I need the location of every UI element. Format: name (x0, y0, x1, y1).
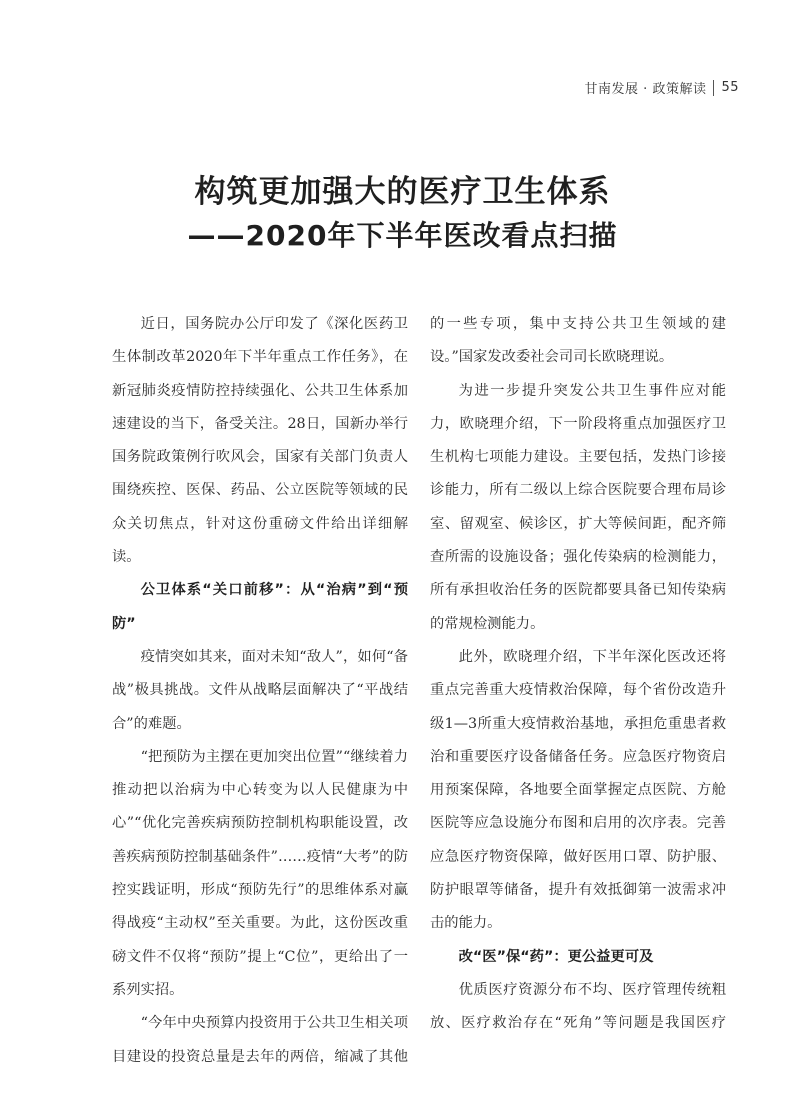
paragraph: 为进一步提升突发公共卫生事件应对能力，欧晓理介绍，下一阶段将重点加强医疗卫生机构七项能力建设。主要包括，发热门诊接诊能力，所有二级以上综合医院要合理布局诊室、留观室、候诊区，扩大等候间距，配齐筛查所需的设施设备；强化传染病的检测能力，所有承担收治任务的医院都要具备已知传染病的常规检测能力。 (430, 382, 726, 632)
paragraph: 近日，国务院办公厅印发了《深化医药卫生体制改革2020年下半年重点工作任务》，在新冠肺炎疫情防控持续强化、公共卫生体系加速建设的当下，备受关注。28日，国新办举行国务院政策例行吹风会，国家有关部门负责人围绕疾控、医保、药品、公立医院等领域的民众关切焦点，针对这份重磅文件给出详细解读。 (112, 316, 408, 566)
paragraph: 优质医疗资源分布不均、医疗管理传统粗放、医疗救治存在“死角”等问题是我国医疗 (430, 981, 726, 1032)
paragraph: 的一些专项，集中支持公共卫生领域的建设。”国家发改委社会司司长欧晓理说。 (430, 316, 726, 366)
paragraph: 疫情突如其来，面对未知“敌人”，如何“备战”极具挑战。文件从战略层面解决了“平战结合”的难题。 (112, 648, 408, 732)
paragraph: 此外，欧晓理介绍，下半年深化医改还将重点完善重大疫情救治保障，每个省份改造升级1—3所重大疫情救治基地，承担危重患者救治和重要医疗设备储备任务。应急医疗物资启用预案保障，各地要全面掌握定点医院、方舱医院等应急设施分布图和启用的次序表。完善应急医疗物资保障，做好医用口罩、防护服、防护眼罩等储备，提升有效抵御第一波需求冲击的能力。 (430, 648, 726, 932)
paragraph: “把预防为主摆在更加突出位置”“继续着力推动把以治病为中心转变为以人民健康为中心”“优化完善疾病预防控制机构职能设置，改善疾病预防控制基础条件”……疫情“大考”的防控实践证明，形成“预防先行”的思维体系对赢得战疫“主动权”至关重要。为此，这份医改重磅文件不仅将“预防”提上“C位”，更给出了一系列实招。 (112, 748, 408, 998)
title-block (0, 170, 805, 258)
right-column (430, 308, 726, 1041)
section-heading: 改“医”保“药”：更公益更可及 (458, 948, 654, 965)
page-number: 55 (721, 80, 739, 95)
article-title: 构筑更加强大的医疗卫生体系 (194, 174, 611, 210)
section-name: 甘南发展 · 政策解读 (584, 82, 707, 97)
header-divider (713, 80, 714, 96)
paragraph: “今年中央预算内投资用于公共卫生相关项目建设的投资总量是去年的两倍，缩减了其他 (112, 1015, 408, 1065)
left-column (112, 308, 408, 1074)
section-heading: 公卫体系“关口前移”：从“治病”到“预防” (112, 582, 408, 632)
page-header (585, 78, 739, 97)
article-subtitle: ——2020年下半年医改看点扫描 (187, 219, 618, 252)
